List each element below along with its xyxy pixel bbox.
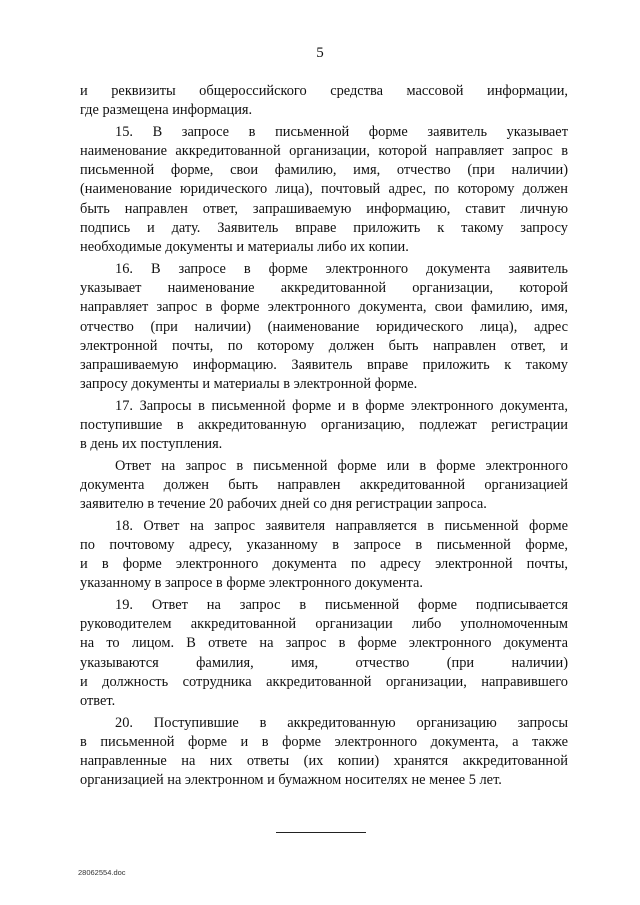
text-line: 16. В запросе в форме электронного документа заявитель — [115, 260, 568, 277]
text-line: в день их поступления. — [80, 436, 223, 453]
text-line: 15. В запросе в письменной форме заявитель указывает — [115, 123, 568, 140]
footer-file-reference: 28062554.doc — [78, 868, 126, 877]
text-line: поступившие в аккредитованную организацию, подлежат регистрации — [80, 417, 568, 434]
text-line: направляет запрос в форме электронного документа, свои фамилию, имя, — [80, 299, 568, 316]
text-line: и должность сотрудника аккредитованной организации, направившего — [80, 673, 568, 690]
text-line: по почтовому адресу, указанному в запросе в письменной форме, — [80, 536, 568, 553]
paragraph-16 — [80, 260, 568, 395]
text-line: Ответ на запрос в письменной форме или в форме электронного — [115, 457, 568, 474]
text-line: указанному в запросе в форме электронного документа. — [80, 575, 423, 592]
text-line: 17. Запросы в письменной форме и в форме электронного документа, — [115, 397, 568, 414]
text-line: руководителем аккредитованной организации либо уполномоченным — [80, 616, 568, 633]
text-line: где размещена информация. — [80, 102, 253, 119]
text-line: электронной почты, по которому должен быть направлен ответ, и — [80, 337, 568, 354]
text-line: запросу документы и материалы в электронной форме. — [80, 376, 418, 393]
text-line: отчество (при наличии) (наименование юридического лица), адрес — [80, 318, 568, 335]
text-line: направленные на них ответы (их копии) хранятся аккредитованной — [80, 753, 568, 770]
text-line: запрашиваемую информацию. Заявитель вправе приложить к такому — [80, 357, 568, 374]
paragraph-continuation — [80, 82, 568, 121]
paragraph-17 — [80, 397, 568, 455]
text-line: письменной форме, свои фамилию, имя, отчество (при наличии) — [80, 162, 568, 179]
text-line: организацией на электронном и бумажном носителях не менее 5 лет. — [80, 772, 502, 789]
text-line: 20. Поступившие в аккредитованную организацию запросы — [115, 714, 568, 731]
text-line: на то лицом. В ответе на запрос в форме электронного документа — [80, 635, 568, 652]
text-line: в письменной форме и в форме электронного документа, а также — [80, 733, 568, 750]
text-line: быть направлен ответ, запрашиваемую информацию, ставит личную — [80, 200, 568, 217]
text-line: ответ. — [80, 693, 116, 710]
text-line: указываются фамилия, имя, отчество (при наличии) — [80, 654, 568, 671]
text-line: 19. Ответ на запрос в письменной форме подписывается — [115, 596, 568, 613]
text-line: необходимые документы и материалы либо их копии. — [80, 239, 409, 256]
text-line: наименование аккредитованной организации, которой направляет запрос в — [80, 142, 568, 159]
text-line: 18. Ответ на запрос заявителя направляется в письменной форме — [115, 517, 568, 534]
text-line: и в форме электронного документа по адресу электронной почты, — [80, 556, 568, 573]
end-divider — [276, 832, 366, 833]
paragraph-20 — [80, 714, 568, 791]
paragraph-15 — [80, 123, 568, 258]
paragraph-19 — [80, 596, 568, 712]
text-line: указывает наименование аккредитованной организации, которой — [80, 279, 568, 296]
text-line: документа должен быть направлен аккредитованной организацией — [80, 476, 568, 493]
text-line: и реквизиты общероссийского средства массовой информации, — [80, 83, 568, 99]
text-line: подпись и дату. Заявитель вправе приложить к такому запросу — [80, 220, 568, 237]
page-number: 5 — [316, 45, 324, 61]
document-body — [80, 82, 568, 791]
paragraph-18 — [80, 517, 568, 594]
text-line: заявителю в течение 20 рабочих дней со дня регистрации запроса. — [80, 496, 487, 513]
paragraph-17-answer — [80, 457, 568, 515]
text-line: (наименование юридического лица), почтовый адрес, по которому должен — [80, 181, 568, 198]
